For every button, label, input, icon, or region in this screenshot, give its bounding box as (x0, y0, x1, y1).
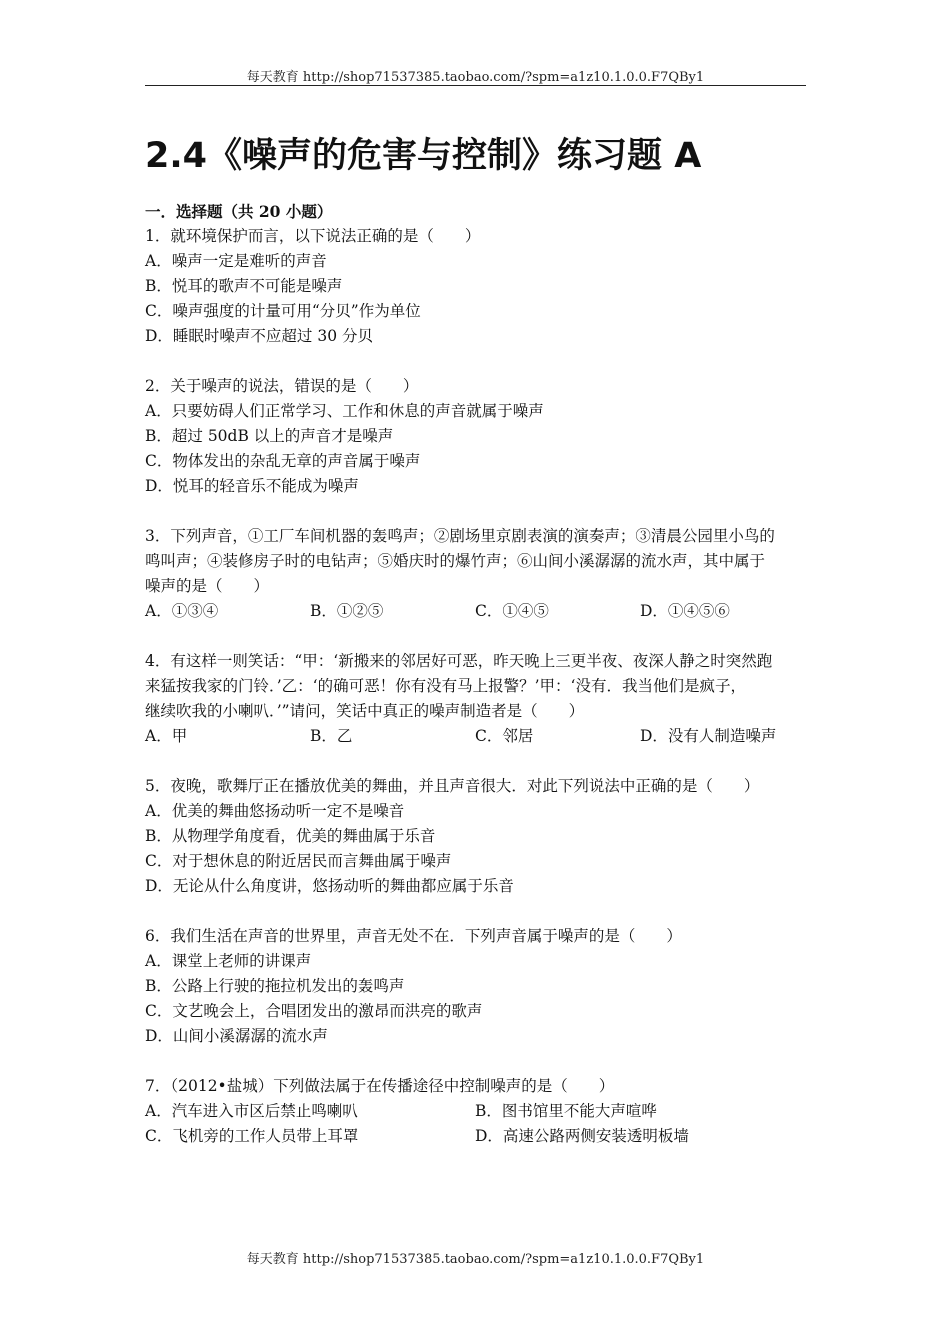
page-footer: 每天教育 http://shop71537385.taobao.com/?spm=a1z10.1.0.0.F7QBy1 (246, 1252, 705, 1267)
option-a: A．优美的舞曲悠扬动听一定不是噪音 (145, 802, 405, 820)
exercise-content (145, 199, 815, 1174)
option-b: B．图书馆里不能大声喧哗 (475, 1102, 657, 1120)
question-stem: 7．（2012•盐城）下列做法属于在传播途径中控制噪声的是（ ） (145, 1077, 615, 1095)
question-stem-line: 4．有这样一则笑话：“甲：‘新搬来的邻居好可恶，昨天晚上三更半夜、夜深人静之时突然跑 (145, 652, 773, 670)
question-stem-line: 继续吹我的小喇叭．’”请问，笑话中真正的噪声制造者是（ ） (145, 702, 585, 720)
option-d: D．悦耳的轻音乐不能成为噪声 (145, 477, 359, 495)
options-row (145, 1099, 815, 1124)
question-stem-line: 鸣叫声；④装修房子时的电钻声；⑤婚庆时的爆竹声；⑥山间小溪潺潺的流水声，其中属于 (145, 552, 766, 570)
question-4 (145, 649, 815, 749)
option-b: B．悦耳的歌声不可能是噪声 (145, 277, 343, 295)
question-2 (145, 374, 815, 499)
option-c: C．邻居 (475, 727, 534, 745)
option-a: A．①③④ (145, 602, 219, 620)
question-stem: 6．我们生活在声音的世界里，声音无处不在．下列声音属于噪声的是（ ） (145, 927, 682, 945)
option-a: A．课堂上老师的讲课声 (145, 952, 312, 970)
page-header: 每天教育 http://shop71537385.taobao.com/?spm=a1z10.1.0.0.F7QBy1 (246, 70, 705, 85)
question-7 (145, 1074, 815, 1149)
options-row (145, 599, 815, 624)
option-b: B．公路上行驶的拖拉机发出的轰鸣声 (145, 977, 405, 995)
question-stem-line: 噪声的是（ ） (145, 577, 270, 595)
question-stem: 1．就环境保护而言，以下说法正确的是（ ） (145, 227, 481, 245)
option-c: C．文艺晚会上，合唱团发出的激昂而洪亮的歌声 (145, 1002, 483, 1020)
question-stem: 5．夜晚，歌舞厅正在播放优美的舞曲，并且声音很大．对此下列说法中正确的是（ ） (145, 777, 760, 795)
option-d: D．高速公路两侧安装透明板墙 (475, 1127, 689, 1145)
question-6 (145, 924, 815, 1049)
question-3 (145, 524, 815, 624)
question-stem-line: 3．下列声音，①工厂车间机器的轰鸣声；②剧场里京剧表演的演奏声；③清晨公园里小鸟的 (145, 527, 775, 545)
option-d: D．无论从什么角度讲，悠扬动听的舞曲都应属于乐音 (145, 877, 514, 895)
option-c: C．飞机旁的工作人员带上耳罩 (145, 1127, 359, 1145)
options-row (145, 1124, 815, 1149)
option-c: C．对于想休息的附近居民而言舞曲属于噪声 (145, 852, 452, 870)
option-d: D．山间小溪潺潺的流水声 (145, 1027, 328, 1045)
header-rule (145, 85, 806, 86)
option-d: D．①④⑤⑥ (640, 602, 730, 620)
options-row (145, 724, 815, 749)
option-b: B．乙 (310, 727, 353, 745)
section-heading: 一．选择题（共 20 小题） (145, 202, 333, 221)
page-title: 2.4《噪声的危害与控制》练习题 A (145, 136, 702, 176)
option-a: A．汽车进入市区后禁止鸣喇叭 (145, 1102, 358, 1120)
option-a: A．甲 (145, 727, 188, 745)
option-b: B．①②⑤ (310, 602, 384, 620)
option-d: D．没有人制造噪声 (640, 727, 777, 745)
question-stem-line: 来猛按我家的门铃．’乙：‘的确可恶！你有没有马上报警？’甲：‘没有．我当他们是疯子， (145, 677, 746, 695)
option-b: B．超过 50dB 以上的声音才是噪声 (145, 427, 394, 445)
option-c: C．物体发出的杂乱无章的声音属于噪声 (145, 452, 421, 470)
question-stem: 2．关于噪声的说法，错误的是（ ） (145, 377, 419, 395)
option-a: A．噪声一定是难听的声音 (145, 252, 327, 270)
option-c: C．噪声强度的计量可用“分贝”作为单位 (145, 302, 421, 320)
question-5 (145, 774, 815, 899)
option-b: B．从物理学角度看，优美的舞曲属于乐音 (145, 827, 436, 845)
question-1 (145, 224, 815, 349)
option-a: A．只要妨碍人们正常学习、工作和休息的声音就属于噪声 (145, 402, 544, 420)
option-d: D．睡眠时噪声不应超过 30 分贝 (145, 327, 374, 345)
option-c: C．①④⑤ (475, 602, 549, 620)
